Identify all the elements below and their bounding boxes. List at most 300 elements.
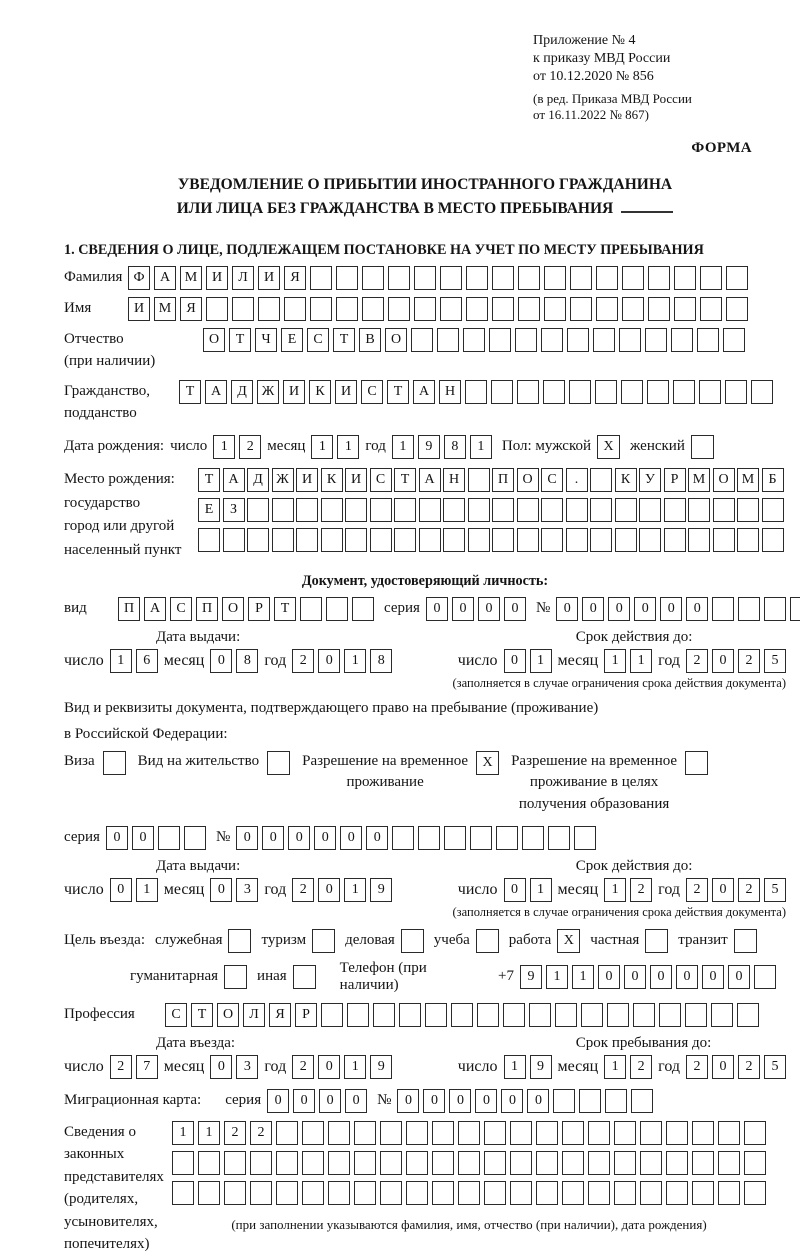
form-cell[interactable]: О [713,468,735,492]
form-cell[interactable]: 8 [444,435,466,459]
form-cell[interactable] [484,1121,506,1145]
form-cell[interactable]: Ч [255,328,277,352]
form-cell[interactable] [443,528,465,552]
form-cell[interactable]: З [223,498,245,522]
form-cell[interactable]: С [541,468,563,492]
form-cell[interactable] [394,528,416,552]
form-cell[interactable]: 0 [712,649,734,673]
form-cell[interactable] [517,498,539,522]
form-cell[interactable] [172,1181,194,1205]
form-cell[interactable]: 9 [370,878,392,902]
form-cell[interactable] [621,380,643,404]
form-cell[interactable]: 0 [501,1089,523,1113]
form-cell[interactable] [468,468,490,492]
form-cell[interactable] [751,380,773,404]
form-cell[interactable]: С [361,380,383,404]
form-cell[interactable]: 1 [630,649,652,673]
form-cell[interactable]: 9 [520,965,542,989]
form-cell[interactable]: П [196,597,218,621]
form-cell[interactable] [419,528,441,552]
form-cell[interactable] [596,266,618,290]
form-cell[interactable] [579,1089,601,1113]
form-cell[interactable] [184,826,206,850]
form-cell[interactable] [380,1181,402,1205]
form-cell[interactable] [666,1181,688,1205]
form-cell[interactable] [406,1181,428,1205]
form-cell[interactable] [673,380,695,404]
form-cell[interactable]: . [566,468,588,492]
form-cell[interactable]: 0 [210,878,232,902]
form-cell[interactable] [510,1121,532,1145]
form-cell[interactable]: 2 [239,435,261,459]
form-cell[interactable]: 0 [712,1055,734,1079]
form-cell[interactable] [345,528,367,552]
form-cell[interactable] [336,297,358,321]
purpose-other-checkbox[interactable] [293,965,316,989]
form-cell[interactable]: 2 [686,649,708,673]
form-cell[interactable] [640,1121,662,1145]
form-cell[interactable]: 1 [572,965,594,989]
form-cell[interactable]: С [165,1003,187,1027]
form-cell[interactable] [458,1121,480,1145]
form-cell[interactable] [198,528,220,552]
form-cell[interactable]: О [385,328,407,352]
form-cell[interactable] [692,1121,714,1145]
form-cell[interactable] [444,826,466,850]
form-cell[interactable]: Д [231,380,253,404]
form-cell[interactable] [232,297,254,321]
form-cell[interactable] [300,597,322,621]
form-cell[interactable] [406,1121,428,1145]
form-cell[interactable] [647,380,669,404]
form-cell[interactable]: 1 [344,1055,366,1079]
form-cell[interactable] [569,380,591,404]
form-cell[interactable] [541,528,563,552]
form-cell[interactable]: М [154,297,176,321]
form-cell[interactable] [352,597,374,621]
form-cell[interactable]: 6 [136,649,158,673]
form-cell[interactable] [671,328,693,352]
form-cell[interactable] [543,380,565,404]
form-cell[interactable] [737,528,759,552]
form-cell[interactable] [737,1003,759,1027]
form-cell[interactable]: 0 [676,965,698,989]
form-cell[interactable] [465,380,487,404]
form-cell[interactable]: С [370,468,392,492]
form-cell[interactable]: 0 [366,826,388,850]
form-cell[interactable]: 1 [311,435,333,459]
form-cell[interactable] [477,1003,499,1027]
form-cell[interactable] [272,498,294,522]
form-cell[interactable] [619,328,641,352]
form-cell[interactable] [418,826,440,850]
form-cell[interactable] [224,1181,246,1205]
form-cell[interactable]: В [359,328,381,352]
form-cell[interactable] [517,528,539,552]
form-cell[interactable]: О [517,468,539,492]
form-cell[interactable]: 0 [608,597,630,621]
form-cell[interactable]: 0 [452,597,474,621]
purpose-business-checkbox[interactable] [401,929,424,953]
form-cell[interactable] [394,498,416,522]
form-cell[interactable] [470,826,492,850]
form-cell[interactable] [692,1181,714,1205]
form-cell[interactable]: 0 [660,597,682,621]
form-cell[interactable]: М [180,266,202,290]
gender-female-checkbox[interactable] [691,435,714,459]
form-cell[interactable]: 0 [686,597,708,621]
form-cell[interactable]: 0 [423,1089,445,1113]
form-cell[interactable] [518,297,540,321]
form-cell[interactable]: И [296,468,318,492]
form-cell[interactable]: О [203,328,225,352]
form-cell[interactable]: Я [269,1003,291,1027]
form-cell[interactable]: 1 [604,1055,626,1079]
form-cell[interactable] [590,468,612,492]
form-cell[interactable] [762,498,784,522]
form-cell[interactable] [466,266,488,290]
form-cell[interactable]: А [419,468,441,492]
form-cell[interactable]: 0 [426,597,448,621]
form-cell[interactable] [388,266,410,290]
form-cell[interactable] [640,1181,662,1205]
form-cell[interactable] [596,297,618,321]
form-cell[interactable]: И [258,266,280,290]
form-cell[interactable]: 9 [530,1055,552,1079]
form-cell[interactable]: Р [295,1003,317,1027]
form-cell[interactable]: 2 [250,1121,272,1145]
form-cell[interactable]: О [222,597,244,621]
form-cell[interactable] [492,297,514,321]
form-cell[interactable]: 1 [337,435,359,459]
form-cell[interactable]: 0 [318,649,340,673]
form-cell[interactable]: 8 [370,649,392,673]
form-cell[interactable]: 1 [344,878,366,902]
form-cell[interactable]: И [128,297,150,321]
form-cell[interactable]: 8 [236,649,258,673]
form-cell[interactable] [492,498,514,522]
form-cell[interactable]: 1 [344,649,366,673]
form-cell[interactable]: 0 [478,597,500,621]
form-cell[interactable]: Т [191,1003,213,1027]
form-cell[interactable]: 0 [210,649,232,673]
form-cell[interactable]: Т [179,380,201,404]
form-cell[interactable] [345,498,367,522]
form-cell[interactable] [250,1181,272,1205]
form-cell[interactable]: 0 [650,965,672,989]
form-cell[interactable]: 1 [213,435,235,459]
form-cell[interactable] [645,328,667,352]
form-cell[interactable] [700,266,722,290]
form-cell[interactable] [399,1003,421,1027]
form-cell[interactable] [639,528,661,552]
form-cell[interactable]: 0 [293,1089,315,1113]
form-cell[interactable] [590,528,612,552]
form-cell[interactable]: М [737,468,759,492]
form-cell[interactable]: 0 [712,878,734,902]
form-cell[interactable] [437,328,459,352]
form-cell[interactable]: 9 [418,435,440,459]
form-cell[interactable] [648,297,670,321]
form-cell[interactable] [726,297,748,321]
form-cell[interactable] [206,297,228,321]
form-cell[interactable]: К [321,468,343,492]
form-cell[interactable] [310,297,332,321]
form-cell[interactable]: 0 [210,1055,232,1079]
form-cell[interactable] [588,1121,610,1145]
form-cell[interactable]: 0 [132,826,154,850]
form-cell[interactable]: 5 [764,878,786,902]
form-cell[interactable] [614,1121,636,1145]
form-cell[interactable]: 0 [598,965,620,989]
edu-residence-checkbox[interactable] [685,751,708,775]
form-cell[interactable] [414,266,436,290]
form-cell[interactable]: Е [281,328,303,352]
form-cell[interactable] [553,1089,575,1113]
form-cell[interactable] [615,528,637,552]
form-cell[interactable] [492,266,514,290]
form-cell[interactable] [491,380,513,404]
form-cell[interactable] [276,1121,298,1145]
purpose-private-checkbox[interactable] [645,929,668,953]
form-cell[interactable] [388,297,410,321]
form-cell[interactable] [321,498,343,522]
purpose-work-checkbox[interactable]: X [557,929,580,953]
form-cell[interactable]: К [615,468,637,492]
form-cell[interactable]: Е [198,498,220,522]
form-cell[interactable] [607,1003,629,1027]
form-cell[interactable] [581,1003,603,1027]
form-cell[interactable]: 2 [738,878,760,902]
form-cell[interactable]: 1 [504,1055,526,1079]
form-cell[interactable]: 2 [630,878,652,902]
form-cell[interactable]: Ф [128,266,150,290]
form-cell[interactable]: 0 [314,826,336,850]
form-cell[interactable] [296,498,318,522]
form-cell[interactable]: Н [439,380,461,404]
form-cell[interactable] [272,528,294,552]
form-cell[interactable]: 0 [556,597,578,621]
form-cell[interactable] [555,1003,577,1027]
form-cell[interactable]: 1 [604,649,626,673]
form-cell[interactable]: 0 [504,649,526,673]
form-cell[interactable]: 2 [738,649,760,673]
form-cell[interactable] [590,498,612,522]
form-cell[interactable] [414,297,436,321]
form-cell[interactable] [354,1181,376,1205]
form-cell[interactable] [622,297,644,321]
form-cell[interactable]: А [144,597,166,621]
form-cell[interactable] [574,826,596,850]
form-cell[interactable]: 3 [236,1055,258,1079]
form-cell[interactable] [762,528,784,552]
form-cell[interactable]: 2 [630,1055,652,1079]
form-cell[interactable] [468,528,490,552]
form-cell[interactable]: Т [394,468,416,492]
form-cell[interactable]: 1 [392,435,414,459]
purpose-official-checkbox[interactable] [228,929,251,953]
form-cell[interactable]: 0 [634,597,656,621]
form-cell[interactable]: Л [232,266,254,290]
form-cell[interactable] [738,597,760,621]
form-cell[interactable]: У [639,468,661,492]
form-cell[interactable] [517,380,539,404]
residence-permit-checkbox[interactable] [267,751,290,775]
form-cell[interactable] [615,498,637,522]
form-cell[interactable] [158,826,180,850]
purpose-transit-checkbox[interactable] [734,929,757,953]
visa-checkbox[interactable] [103,751,126,775]
form-cell[interactable]: Т [229,328,251,352]
form-cell[interactable] [536,1121,558,1145]
form-cell[interactable] [688,498,710,522]
form-cell[interactable] [347,1003,369,1027]
form-cell[interactable] [718,1181,740,1205]
form-cell[interactable]: Т [198,468,220,492]
form-cell[interactable] [370,498,392,522]
form-cell[interactable] [541,498,563,522]
form-cell[interactable]: 9 [370,1055,392,1079]
form-cell[interactable] [712,597,734,621]
form-cell[interactable]: Л [243,1003,265,1027]
form-cell[interactable]: 1 [110,649,132,673]
form-cell[interactable]: 1 [530,649,552,673]
form-cell[interactable] [484,1181,506,1205]
purpose-tourism-checkbox[interactable] [312,929,335,953]
form-cell[interactable]: 0 [319,1089,341,1113]
form-cell[interactable]: Н [443,468,465,492]
form-cell[interactable] [247,498,269,522]
form-cell[interactable] [726,266,748,290]
form-cell[interactable]: 1 [604,878,626,902]
form-cell[interactable] [622,266,644,290]
form-cell[interactable] [685,1003,707,1027]
form-cell[interactable]: 0 [262,826,284,850]
form-cell[interactable]: А [223,468,245,492]
form-cell[interactable]: 0 [527,1089,549,1113]
form-cell[interactable] [567,328,589,352]
form-cell[interactable] [432,1121,454,1145]
form-cell[interactable]: 3 [236,878,258,902]
form-cell[interactable] [321,528,343,552]
form-cell[interactable] [468,498,490,522]
form-cell[interactable]: С [170,597,192,621]
form-cell[interactable]: А [154,266,176,290]
form-cell[interactable] [713,498,735,522]
form-cell[interactable]: 1 [198,1121,220,1145]
form-cell[interactable] [700,297,722,321]
form-cell[interactable] [510,1181,532,1205]
form-cell[interactable] [588,1181,610,1205]
form-cell[interactable]: 1 [172,1121,194,1145]
form-cell[interactable]: И [206,266,228,290]
form-cell[interactable]: 0 [110,878,132,902]
form-cell[interactable]: А [413,380,435,404]
form-cell[interactable] [321,1003,343,1027]
form-cell[interactable] [515,328,537,352]
form-cell[interactable]: П [118,597,140,621]
form-cell[interactable]: П [492,468,514,492]
form-cell[interactable]: Я [284,266,306,290]
form-cell[interactable] [639,498,661,522]
form-cell[interactable] [198,1181,220,1205]
form-cell[interactable]: 2 [292,649,314,673]
form-cell[interactable]: 0 [397,1089,419,1113]
form-cell[interactable] [419,498,441,522]
form-cell[interactable] [302,1181,324,1205]
form-cell[interactable]: 0 [475,1089,497,1113]
form-cell[interactable]: А [205,380,227,404]
form-cell[interactable]: Р [248,597,270,621]
form-cell[interactable]: 1 [530,878,552,902]
form-cell[interactable]: Я [180,297,202,321]
form-cell[interactable]: 0 [449,1089,471,1113]
form-cell[interactable]: 1 [546,965,568,989]
form-cell[interactable] [258,297,280,321]
form-cell[interactable] [328,1181,350,1205]
form-cell[interactable]: Т [387,380,409,404]
form-cell[interactable] [566,528,588,552]
form-cell[interactable] [544,266,566,290]
form-cell[interactable] [666,1121,688,1145]
form-cell[interactable] [674,266,696,290]
form-cell[interactable]: 1 [136,878,158,902]
form-cell[interactable]: 0 [702,965,724,989]
form-cell[interactable]: И [345,468,367,492]
form-cell[interactable]: 2 [686,1055,708,1079]
form-cell[interactable]: 0 [318,1055,340,1079]
form-cell[interactable] [631,1089,653,1113]
form-cell[interactable] [699,380,721,404]
form-cell[interactable] [744,1121,766,1145]
form-cell[interactable]: 2 [110,1055,132,1079]
form-cell[interactable]: 0 [288,826,310,850]
form-cell[interactable] [492,528,514,552]
form-cell[interactable]: 0 [582,597,604,621]
form-cell[interactable] [541,328,563,352]
form-cell[interactable]: С [307,328,329,352]
form-cell[interactable] [725,380,747,404]
form-cell[interactable] [411,328,433,352]
form-cell[interactable]: 0 [340,826,362,850]
form-cell[interactable] [336,266,358,290]
form-cell[interactable] [536,1181,558,1205]
form-cell[interactable] [713,528,735,552]
form-cell[interactable] [518,266,540,290]
form-cell[interactable] [489,328,511,352]
form-cell[interactable]: И [335,380,357,404]
form-cell[interactable] [310,266,332,290]
form-cell[interactable] [443,498,465,522]
form-cell[interactable] [373,1003,395,1027]
form-cell[interactable]: 0 [106,826,128,850]
form-cell[interactable]: 0 [504,597,526,621]
form-cell[interactable]: Т [274,597,296,621]
form-cell[interactable] [458,1181,480,1205]
form-cell[interactable]: 0 [318,878,340,902]
form-cell[interactable]: Ж [257,380,279,404]
form-cell[interactable]: 2 [738,1055,760,1079]
form-cell[interactable] [737,498,759,522]
form-cell[interactable] [247,528,269,552]
form-cell[interactable]: И [283,380,305,404]
form-cell[interactable]: 0 [728,965,750,989]
form-cell[interactable] [633,1003,655,1027]
form-cell[interactable]: Р [664,468,686,492]
form-cell[interactable] [659,1003,681,1027]
gender-male-checkbox[interactable]: X [597,435,620,459]
form-cell[interactable] [764,597,786,621]
